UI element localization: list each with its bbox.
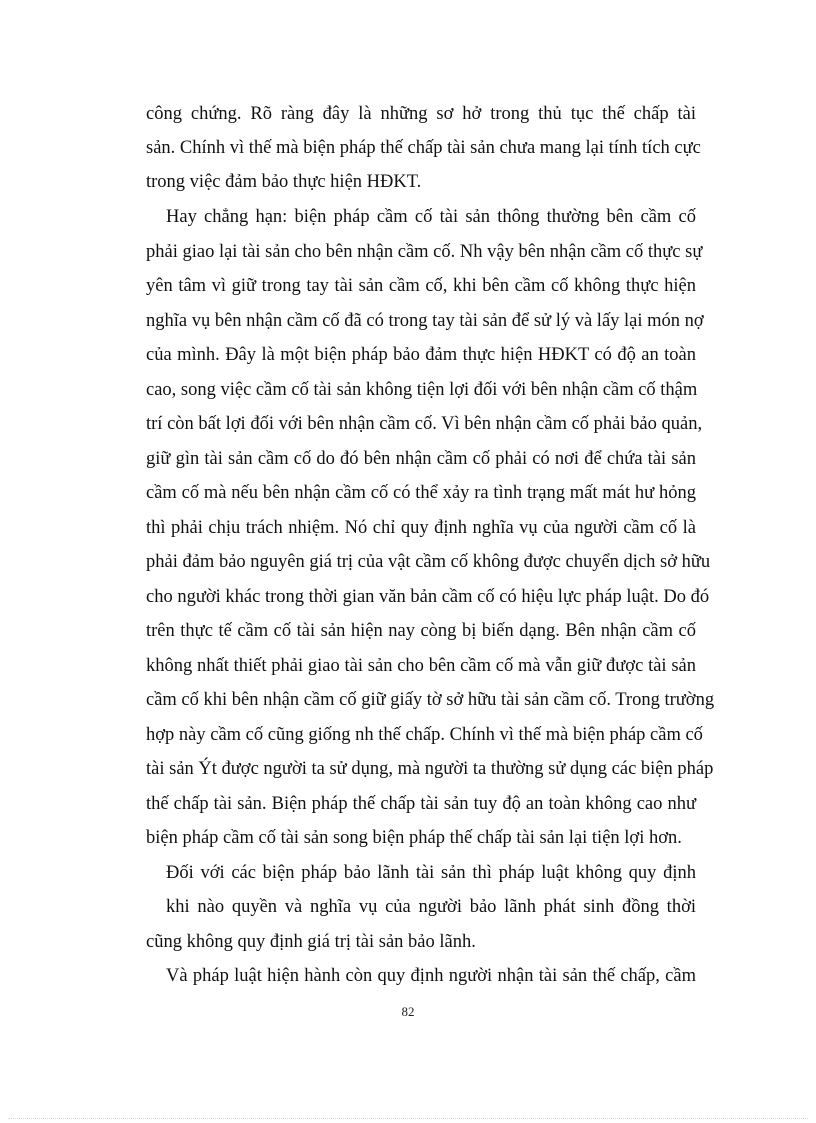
text-line: của mình. Đây là một biện pháp bảo đảm thực hiện HĐKT có độ an toàn — [146, 345, 696, 365]
text-line: công chứng. Rõ ràng đây là những sơ hở trong thủ tục thế chấp tài — [146, 104, 696, 124]
text-line: cầm cố khi bên nhận cầm cố giữ giấy tờ sở hữu tài sản cầm cố. Trong trường — [146, 690, 715, 710]
text-line: sản. Chính vì thế mà biện pháp thế chấp tài sản chưa mang lại tính tích cực — [146, 138, 701, 158]
text-line: nghĩa vụ bên nhận cầm cố đã có trong tay tài sản để sử lý và lấy lại món nợ — [146, 311, 704, 331]
text-line: yên tâm vì giữ trong tay tài sản cầm cố, khi bên cầm cố không thực hiện — [146, 276, 696, 296]
text-line: trên thực tế cầm cố tài sản hiện nay còng bị biến dạng. Bên nhận cầm cố — [146, 621, 696, 641]
text-line: không nhất thiết phải giao tài sản cho bên cầm cố mà vẫn giữ được tài sản — [146, 656, 696, 676]
text-line: tài sản Ýt được người ta sử dụng, mà người ta thường sử dụng các biện pháp — [146, 759, 714, 779]
text-line: Và pháp luật hiện hành còn quy định người nhận tài sản thế chấp, cầm — [166, 966, 696, 986]
text-line: hợp này cầm cố cũng giống nh thế chấp. Chính vì thế mà biện pháp cầm cố — [146, 725, 703, 745]
text-line: giữ gìn tài sản cầm cố do đó bên nhận cầm cố phải có nơi để chứa tài sản — [146, 449, 696, 469]
text-line: Hay chẳng hạn: biện pháp cầm cố tài sản thông thường bên cầm cố — [166, 207, 696, 227]
text-line: phải giao lại tài sản cho bên nhận cầm cố. Nh vậy bên nhận cầm cố thực sự — [146, 242, 703, 262]
text-line: cầm cố mà nếu bên nhận cầm cố có thể xảy ra tình trạng mất mát hư hỏng — [146, 483, 696, 503]
text-line: cũng không quy định giá trị tài sản bảo lãnh. — [146, 932, 476, 952]
text-line: trong việc đảm bảo thực hiện HĐKT. — [146, 172, 422, 192]
text-line: thế chấp tài sản. Biện pháp thế chấp tài sản tuy độ an toàn không cao như — [146, 794, 696, 814]
text-line: biện pháp cầm cố tài sản song biện pháp thế chấp tài sản lại tiện lợi hơn. — [146, 828, 682, 848]
text-line: cao, song việc cầm cố tài sản không tiện lợi đối với bên nhận cầm cố thậm — [146, 380, 698, 400]
page-bottom-border — [8, 1118, 808, 1119]
text-line: Đối với các biện pháp bảo lãnh tài sản thì pháp luật không quy định — [166, 863, 696, 883]
page-number: 82 — [401, 1004, 415, 1019]
text-line: cho người khác trong thời gian văn bản cầm cố có hiệu lực pháp luật. Do đó — [146, 587, 710, 607]
text-line: thì phải chịu trách nhiệm. Nó chỉ quy định nghĩa vụ của người cầm cố là — [146, 518, 696, 538]
text-line: khi nào quyền và nghĩa vụ của người bảo lãnh phát sinh đồng thời — [166, 897, 696, 917]
text-line: phải đảm bảo nguyên giá trị của vật cầm cố không được chuyển dịch sở hữu — [146, 552, 711, 572]
text-line: trí còn bất lợi đối với bên nhận cầm cố. Vì bên nhận cầm cố phải bảo quản, — [146, 414, 703, 434]
